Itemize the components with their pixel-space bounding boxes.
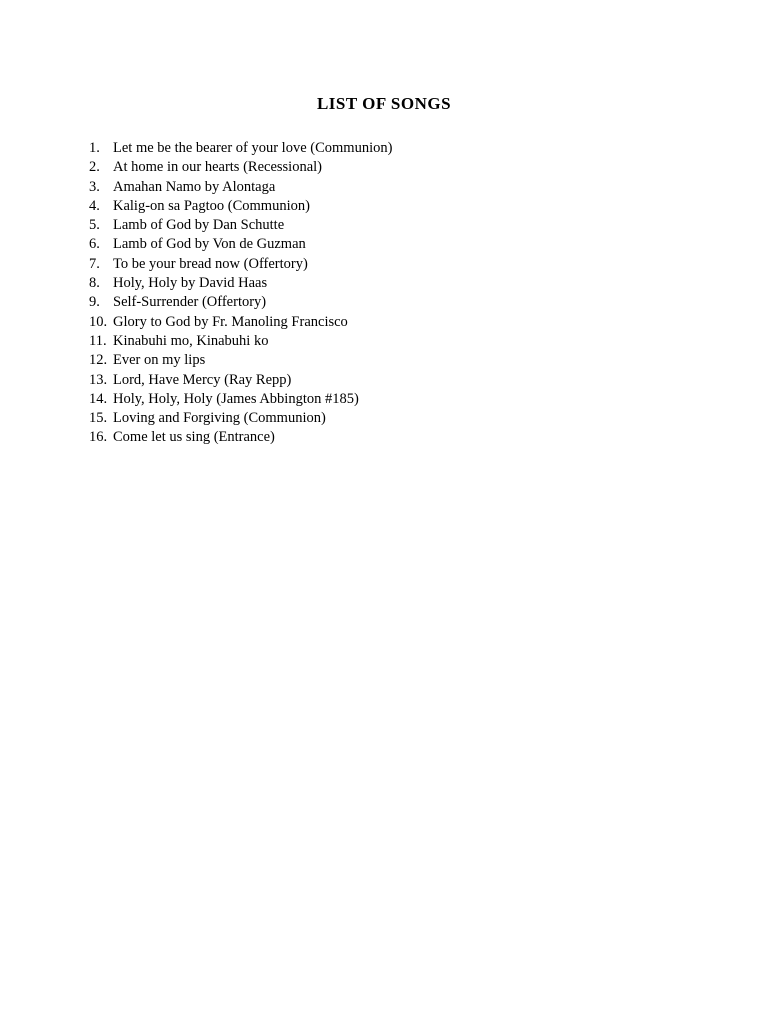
- list-item: [89, 371, 392, 390]
- song-number: 1.: [89, 140, 100, 156]
- list-item: [89, 428, 392, 447]
- song-title: Kinabuhi mo, Kinabuhi ko: [113, 332, 269, 349]
- list-item: [89, 255, 392, 274]
- list-item: [89, 332, 392, 351]
- list-item: [89, 197, 392, 216]
- song-number: 4.: [89, 197, 100, 214]
- song-number: 6.: [89, 236, 100, 253]
- song-title: Let me be the bearer of your love (Communion): [113, 140, 393, 156]
- song-list: [89, 139, 392, 448]
- song-number: 9.: [89, 294, 100, 311]
- song-number: 15.: [89, 410, 108, 427]
- song-title: Self-Surrender (Offertory): [113, 294, 267, 311]
- song-number: 2.: [89, 159, 100, 176]
- song-title: Lord, Have Mercy (Ray Repp): [113, 371, 292, 388]
- song-number: 7.: [89, 255, 100, 272]
- song-number: 12.: [89, 352, 108, 369]
- song-title: At home in our hearts (Recessional): [113, 159, 322, 176]
- list-item: [89, 216, 392, 235]
- list-item: [89, 235, 392, 254]
- song-title: Ever on my lips: [113, 352, 206, 369]
- song-number: 10.: [89, 313, 108, 330]
- song-number: 13.: [89, 371, 108, 388]
- list-item: [89, 390, 392, 409]
- song-title: Holy, Holy, Holy (James Abbington #185): [113, 390, 359, 407]
- song-number: 8.: [89, 275, 100, 292]
- song-title: Lamb of God by Dan Schutte: [113, 217, 285, 234]
- song-title: Amahan Namo by Alontaga: [113, 178, 276, 195]
- list-item: [89, 409, 392, 428]
- song-title: Kalig-on sa Pagtoo (Communion): [113, 197, 310, 214]
- song-number: 11.: [89, 332, 107, 349]
- song-title: Glory to God by Fr. Manoling Francisco: [113, 313, 348, 330]
- song-title: Holy, Holy by David Haas: [113, 275, 268, 292]
- list-item: [89, 158, 392, 177]
- song-number: 14.: [89, 390, 108, 407]
- page-title: LIST OF SONGS: [316, 94, 452, 113]
- list-item: [89, 139, 392, 158]
- song-title: Come let us sing (Entrance): [113, 429, 275, 446]
- list-item: [89, 351, 392, 370]
- list-item: [89, 293, 392, 312]
- song-title: Loving and Forgiving (Communion): [113, 410, 326, 427]
- song-title: To be your bread now (Offertory): [113, 255, 308, 272]
- song-title: Lamb of God by Von de Guzman: [113, 236, 306, 253]
- song-number: 3.: [89, 178, 100, 195]
- list-item: [89, 274, 392, 293]
- song-number: 5.: [89, 217, 100, 234]
- list-item: [89, 313, 392, 332]
- list-item: [89, 178, 392, 197]
- song-number: 16.: [89, 429, 108, 446]
